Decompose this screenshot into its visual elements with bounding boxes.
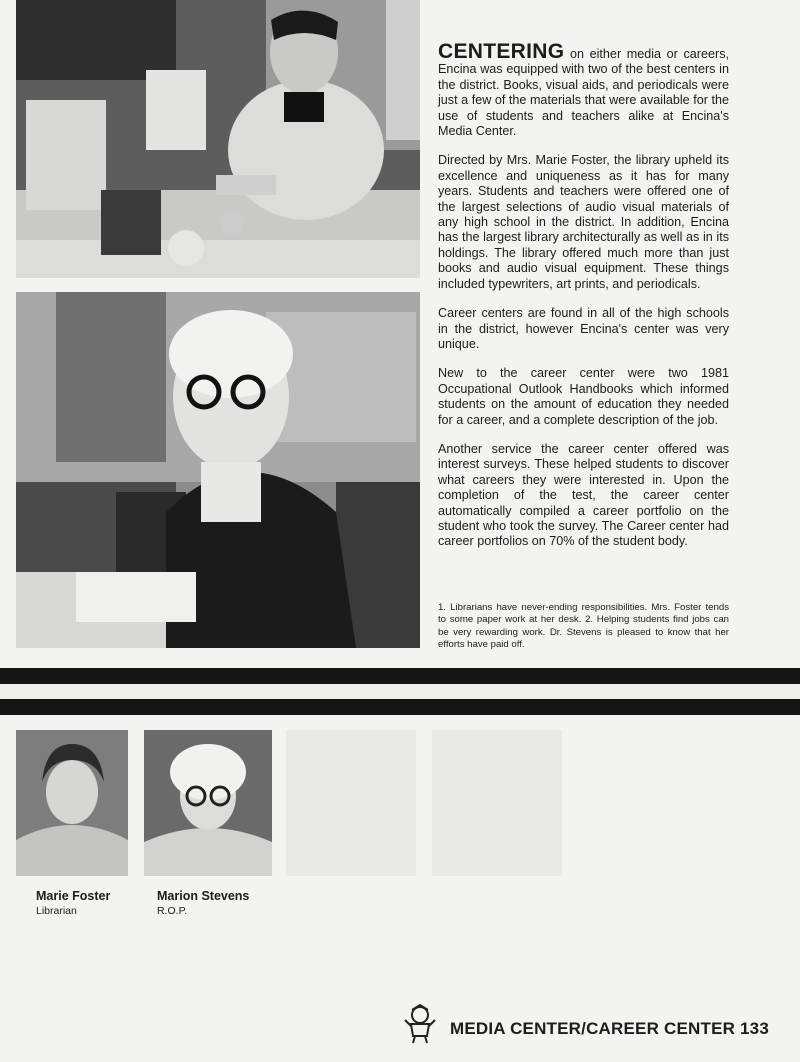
article-paragraph-2: Directed by Mrs. Marie Foster, the library upheld its excellence and uniqueness as it has for many years. Students and teachers were offered one of the largest selections of audio visual materials of any high school in the district. In addition, Encina has the largest library architecturally as well as in its holdings. The library offered much more than just books and audio visual equipment. These things included typewriters, art prints, and periodicals.	[438, 153, 729, 291]
page-footer	[450, 1019, 769, 1039]
photo-librarian-at-desk	[16, 0, 420, 278]
staff-name-foster: Marie Foster	[36, 889, 111, 903]
article-paragraph-5: Another service the career center offered was interest surveys. These helped students to discover what careers they were interested in. Upon the completion of the test, the career center automatically compiled a career portfolio on the student who took the survey. The Career center had career portfolios on 70% of the student body.	[438, 441, 729, 549]
article-paragraph-4: New to the career center were two 1981 Occupational Outlook Handbooks which informed students on the amount of education they needed for a career, and a complete description of the job.	[438, 366, 729, 427]
staff-title-foster: Librarian	[36, 905, 77, 917]
mascot-icon	[403, 1004, 437, 1044]
portrait-marion-stevens	[144, 730, 272, 876]
staff-name-stevens: Marion Stevens	[157, 889, 250, 903]
faded-portrait-slot-2	[432, 730, 562, 876]
article-paragraph-3: Career centers are found in all of the high schools in the district, however Encina's center was very unique.	[438, 306, 729, 351]
divider-band-bottom	[0, 699, 800, 715]
article-body	[438, 40, 729, 564]
photo-caption: 1. Librarians have never-ending responsibilities. Mrs. Foster tends to some paper work at her desk. 2. Helping students find jobs can be very rewarding work. Dr. Stevens is pleased to know that her efforts have paid off.	[438, 602, 729, 651]
footer-page-number: 133	[740, 1019, 769, 1038]
article-lead-word: CENTERING	[438, 40, 565, 63]
article-paragraph-1	[438, 40, 729, 139]
article-lead-text: on either media or careers, Encina was equipped with two of the best centers in the district. Books, visual aids, and periodicals were just a few of the materials that were available for the use of students and teachers alike at Encina's Media Center.	[438, 47, 729, 139]
footer-section-title: MEDIA CENTER/CAREER CENTER	[450, 1019, 736, 1038]
divider-band-top	[0, 668, 800, 684]
faded-portrait-slot-1	[286, 730, 416, 876]
divider-gap	[0, 684, 800, 699]
staff-title-stevens: R.O.P.	[157, 905, 188, 917]
portrait-marie-foster	[16, 730, 128, 876]
photo-career-center-director	[16, 292, 420, 648]
